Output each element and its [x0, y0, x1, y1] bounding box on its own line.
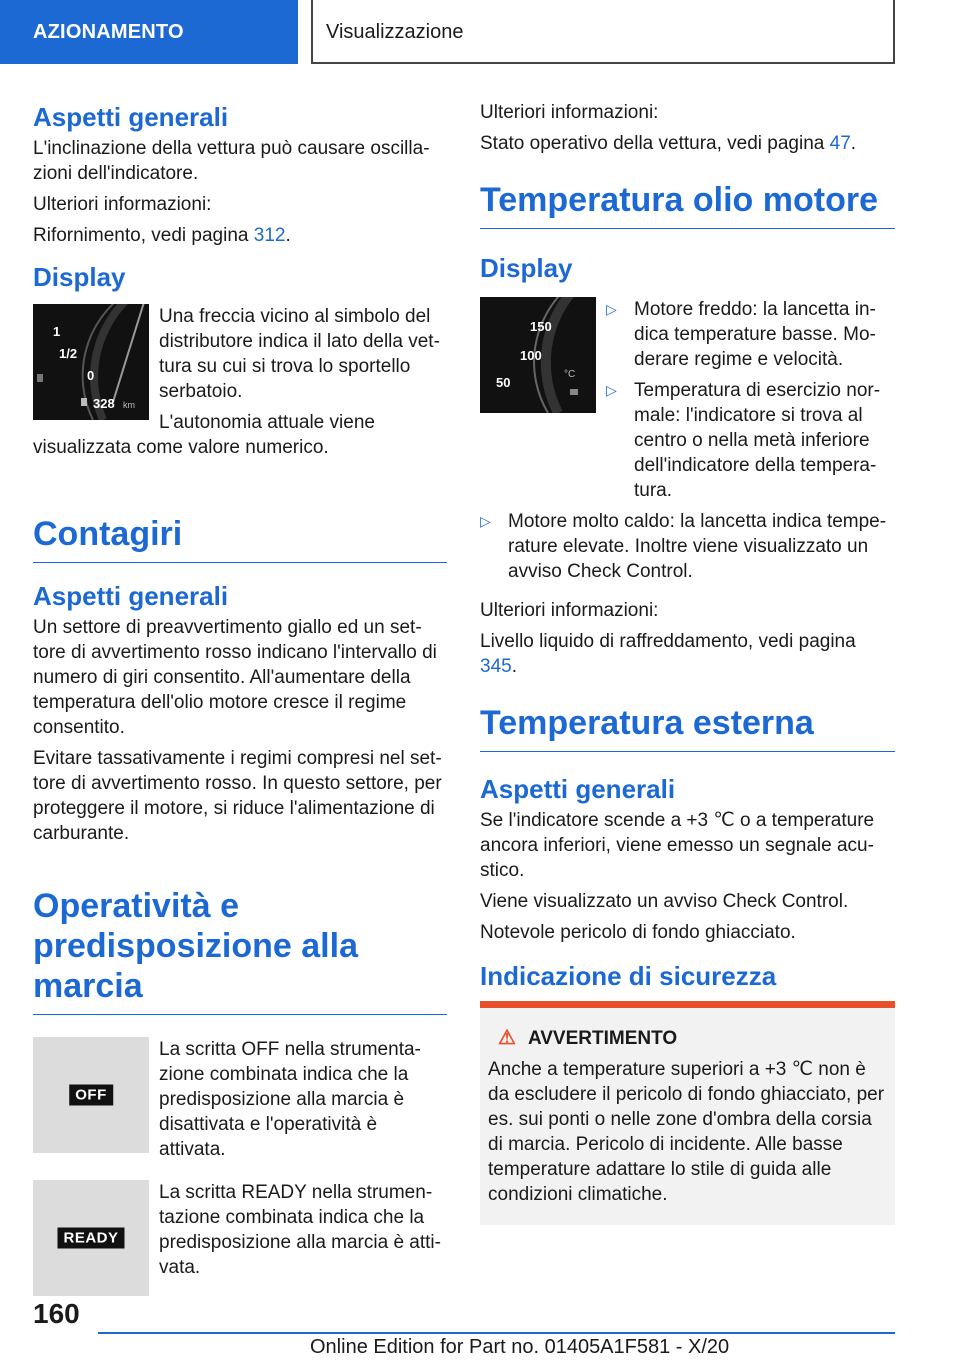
oil-temperature-gauge-image: [480, 297, 596, 413]
list-item: ▷ Temperatura di esercizio normale: l'indicatore si trova al centro o nella metà inferiore dell'indicatore della temperatura.: [606, 380, 881, 501]
fuel-display-block: [33, 304, 447, 466]
paragraph: Un settore di preavvertimento giallo ed un settore di avvertimento rosso indicano l'intervallo di numero di giri consentito. All'aumentare della temperatura dell'olio motore cresce il regime consentito.: [33, 617, 437, 738]
ready-display-image: [33, 1180, 149, 1296]
cross-reference: Stato operativo della vettura, vedi pagina 47.: [480, 133, 857, 154]
cross-reference: Rifornimento, vedi pagina 312.: [33, 225, 291, 246]
list-item: ▷ Motore freddo: la lancetta indica temperature basse. Moderare regime e velocità.: [606, 299, 876, 370]
gauge-unit: °C: [564, 369, 576, 380]
bullet-list: [606, 297, 895, 509]
gauge-label: 150: [530, 319, 552, 334]
page-link[interactable]: 312: [253, 225, 286, 246]
off-display-image: [33, 1037, 149, 1153]
cross-reference: Livello liquido di raffreddamento, vedi pagina 345.: [480, 631, 856, 677]
off-indicator: OFF: [69, 1085, 113, 1106]
gauge-label: 0: [87, 368, 95, 383]
heading-aspetti-generali: Aspetti generali: [480, 774, 676, 804]
paragraph: Ulteriori informazioni:: [480, 102, 659, 123]
warning-triangle-icon: ⚠: [498, 1027, 516, 1049]
left-column: [33, 100, 447, 1304]
section-header: Visualizzazione: [311, 0, 895, 64]
chapter-tab: AZIONAMENTO: [0, 0, 298, 64]
paragraph: Ulteriori informazioni:: [480, 600, 659, 621]
warning-text: Anche a temperature superiori a +3 ℃ non è da escludere il pericolo di fondo ghiacciato, per es. sui ponti o nelle zone d'ombra della corsia di marcia. Pericolo di incidente. Alle basse temperature adattare lo stile di guida alle condizioni climatiche.: [488, 1059, 885, 1205]
list-item: ▷ Motore molto caldo: la lancetta indica temperature elevate. Inoltre viene visualizzato un avviso Check Control.: [480, 511, 887, 582]
ready-indicator: READY: [57, 1228, 124, 1249]
range-unit: km: [123, 400, 135, 410]
warning-box: [480, 1001, 895, 1225]
heading-aspetti-generali: Aspetti generali: [33, 581, 229, 611]
paragraph: Una freccia vicino al simbolo del distributore indica il lato della vettura su cui si trova lo sportello serbatoio.: [159, 306, 440, 402]
triangle-right-icon: ▷: [480, 513, 491, 529]
paragraph: L'autonomia attuale viene visualizzata come valore numerico.: [33, 412, 375, 458]
warning-title: ⚠ AVVERTIMENTO: [498, 1027, 678, 1049]
heading-temperatura-olio: Temperatura olio motore: [480, 180, 895, 229]
paragraph: Se l'indicatore scende a +3 ℃ o a temperature ancora inferiori, viene emesso un segnale acustico.: [480, 810, 875, 881]
bullet-list: [480, 509, 895, 584]
heading-aspetti-generali: Aspetti generali: [33, 102, 229, 132]
range-value: 328: [93, 396, 115, 411]
heading-operativita: Operatività e predisposizione alla marcia: [33, 886, 447, 1015]
paragraph: Notevole pericolo di fondo ghiacciato.: [480, 922, 796, 943]
triangle-right-icon: ▷: [606, 382, 617, 398]
right-column: [480, 100, 895, 1225]
gauge-label: 1: [53, 324, 61, 339]
gauge-label: 50: [496, 375, 511, 390]
fuel-pump-icon: [81, 398, 87, 406]
page-number: 160: [33, 1298, 80, 1329]
footer-divider: [98, 1332, 895, 1334]
paragraph: Ulteriori informazioni:: [33, 194, 212, 215]
fuel-pump-icon: [37, 374, 43, 382]
fuel-gauge-image: [33, 304, 149, 420]
paragraph: Evitare tassativamente i regimi compresi nel settore di avvertimento rosso. In questo settore, per proteggere il motore, si riduce l'alimentazione di carburante.: [33, 748, 442, 844]
heading-display: Display: [33, 262, 126, 292]
page-link[interactable]: 47: [829, 133, 851, 154]
off-block: [33, 1037, 447, 1168]
paragraph: La scritta OFF nella strumentazione combinata indica che la predisposizione alla marcia è disattivata e l'operatività è attivata.: [159, 1039, 421, 1160]
page-link[interactable]: 345: [480, 656, 512, 677]
gauge-label: 1/2: [59, 346, 78, 361]
heading-display: Display: [480, 253, 573, 283]
heading-contagiri: Contagiri: [33, 514, 447, 563]
paragraph: L'inclinazione della vettura può causare oscillazioni dell'indicatore.: [33, 138, 430, 184]
heading-temperatura-esterna: Temperatura esterna: [480, 703, 895, 752]
oil-display-block: [480, 297, 895, 509]
paragraph: Viene visualizzato un avviso Check Control.: [480, 891, 849, 912]
heading-indicazione-sicurezza: Indicazione di sicurezza: [480, 961, 777, 991]
gauge-label: 100: [520, 348, 542, 363]
triangle-right-icon: ▷: [606, 301, 617, 317]
ready-block: [33, 1180, 447, 1304]
oil-can-icon: [570, 389, 578, 395]
paragraph: La scritta READY nella strumentazione combinata indica che la predisposizione alla marcia è attivata.: [159, 1182, 441, 1278]
footer-edition: Online Edition for Part no. 01405A1F581 - X/20: [310, 1336, 730, 1358]
